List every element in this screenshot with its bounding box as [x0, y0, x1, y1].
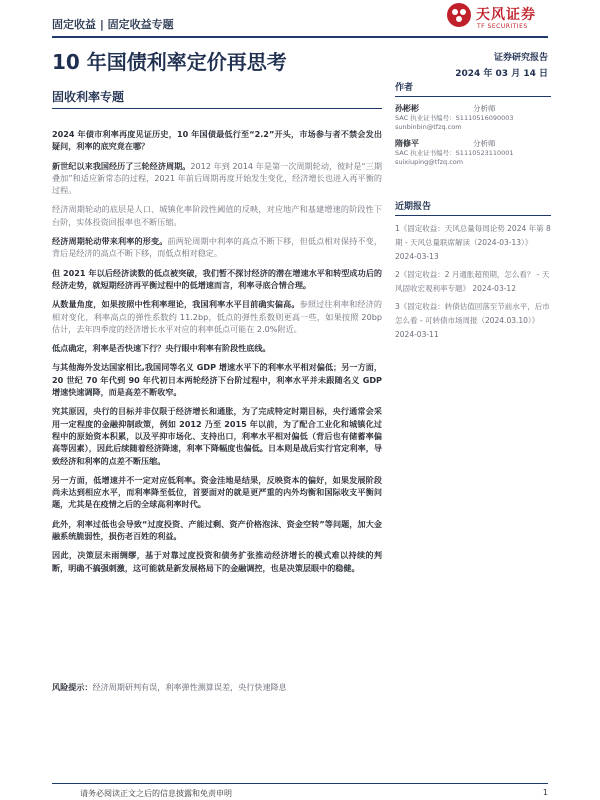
brand-name-cn: 天风证券: [476, 7, 536, 23]
summary-paragraph: 因此，决策层未雨绸缪，基于对靠过度投资和债务扩张推动经济增长的模式难以持续的判断，明确不搞强刺激，这可能就是新发展格局下的金融调控，也是决策层眼中的稳健。: [52, 550, 382, 573]
recent-report-link[interactable]: 2《固定收益：2 月通胀超预期，怎么看？ - 天风固收宏观利率专题》 2024-03-12: [395, 270, 550, 293]
author-role: 分析师: [473, 139, 496, 148]
sidebar: [395, 80, 551, 346]
brand-logo: [446, 2, 556, 36]
summary-paragraph: 2024 年债市利率再度见证历史，10 年国债最低行至“2.2”开头，市场参与者不禁会发出疑问，利率的底究竟在哪？: [52, 129, 382, 152]
brand-mark-icon: [446, 2, 472, 28]
author-card: [395, 138, 551, 167]
recent-report-link[interactable]: 3《固定收益：转债估值回落至节前水平，后市怎么看 - 可转债市场周报（2024.03.10）》 2024-03-11: [395, 302, 550, 339]
footer-rule: [52, 783, 548, 784]
disclaimer-note: 请务必阅读正文之后的信息披露和免责申明: [80, 789, 232, 798]
summary-paragraph: 从数量角度，如果按照中性利率理论，我国利率水平目前确实偏高。参照过往利率和经济的相对变化，利率高点的弹性系数约 11.2bp，低点的弹性系数则更高一些，如果按照 20bp 估计，去年四季度的经济增长水平对应的利率低点可能在 2.0%附近。: [52, 299, 382, 334]
summary-paragraph: 与其他海外发达国家相比,我国同等名义 GDP 增速水平下的利率水平相对偏低；另一方面，20 世纪 70 年代到 90 年代初日本两轮经济下台阶过程中，利率水平并未跟随名义 GDP 增速快速调降，而是高差不断收窄。: [52, 362, 382, 398]
authors-heading: 作者: [395, 80, 551, 97]
summary-body: [52, 128, 382, 581]
summary-paragraph: 低点确定，利率是否快速下行？央行眼中利率有阶段性底线。: [52, 343, 271, 354]
risk-label: 风险提示：: [52, 682, 93, 692]
report-title: 10 年国债利率定价再思考: [52, 50, 287, 74]
summary-paragraph: 但 2021 年以后经济读数的低点被突破，我们暂不探讨经济的潜在增速水平和转型成功后的经济走势，就短期经济再平衡过程中的低增速而言，利率寻底合情合理。: [52, 267, 382, 290]
summary-paragraph: 此外，利率过低也会导致“过度投资、产能过剩、资产价格泡沫、资金空转”等问题，加大金融系统脆弱性，损伤老百姓的利益。: [52, 518, 382, 542]
header-category: 固定收益 | 固定收益专题: [52, 18, 174, 31]
author-email[interactable]: sunbinbin@tfzq.com: [395, 123, 462, 131]
author-sac: SAC 执业证书编号：S1110516090003: [395, 114, 514, 122]
recent-heading: 近期报告: [395, 199, 551, 216]
author-name: 隋修平: [395, 139, 419, 148]
author-sac: SAC 执业证书编号：S1110523110001: [395, 149, 514, 157]
summary-paragraph: 经济周期轮动的底层是人口、城镇化率阶段性阈值的反映，对应地产和基建增速的阶段性下台阶，实体投资回报率也不断压缩。: [52, 204, 382, 227]
summary-paragraph: 另一方面，低增速并不一定对应低利率。资金洼地是结果，反映资本的偏好，如果发展阶段尚未达到相应水平，而利率降至低位，首要面对的就是更严重的内外均衡和国际收支平衡问题，尤其是在疫情之后的全球高利率时代。: [52, 474, 382, 510]
subtitle-rule: [52, 108, 382, 109]
brand-name-en: TF SECURITIES: [477, 23, 528, 30]
header-rule: [52, 36, 548, 38]
author-name: 孙彬彬: [395, 104, 419, 113]
report-date: 2024 年 03 月 14 日: [455, 69, 548, 79]
recent-reports: [395, 199, 551, 342]
page-number: 1: [542, 788, 548, 797]
author-email[interactable]: suixiuping@tfzq.com: [395, 158, 464, 166]
author-role: 分析师: [473, 104, 496, 113]
recent-report-link[interactable]: 1《固定收益：天风总量每周论势 2024 年第 8 期 - 天风总量联席解读（2024-03-13）》 2024-03-13: [395, 224, 551, 261]
risk-text: 经济周期研判有误，利率弹性测算误差，央行快速降息: [92, 682, 287, 692]
report-subtitle: 固收利率专题: [52, 90, 125, 104]
report-type: 证券研究报告: [493, 53, 548, 63]
summary-paragraph: 新世纪以来我国经历了三轮经济周期。2012 年到 2014 年是第一次周期轮动，彼时是“三期叠加”和适应新常态的过程，2021 年前后周期再度开始发生变化，经济增长也进入再平衡的过程。: [52, 160, 382, 196]
summary-paragraph: 究其原因，央行的目标并非仅限于经济增长和通胀，为了完成特定时期目标，央行通常会采用一定程度的金融抑制政策，例如 2012 乃至 2015 年以前，为了配合工业化和城镇化过程中的原始资本积累，以及平抑市场化、支持出口，利率水平相对偏低（背后也有储蓄率偏高等因素），因此后续随着经济降速，利率下降幅度也偏低。日本则是战后实行官定利率，导致经济和利率的点差不断压缩。: [52, 406, 382, 466]
summary-paragraph: 经济周期轮动带来利率的形变。前两轮周期中利率的高点不断下移，但低点相对保持不变，背后是经济的高点不断下移，而低点相对稳定。: [52, 236, 382, 259]
author-card: [395, 103, 551, 132]
risk-warning: [52, 682, 382, 693]
